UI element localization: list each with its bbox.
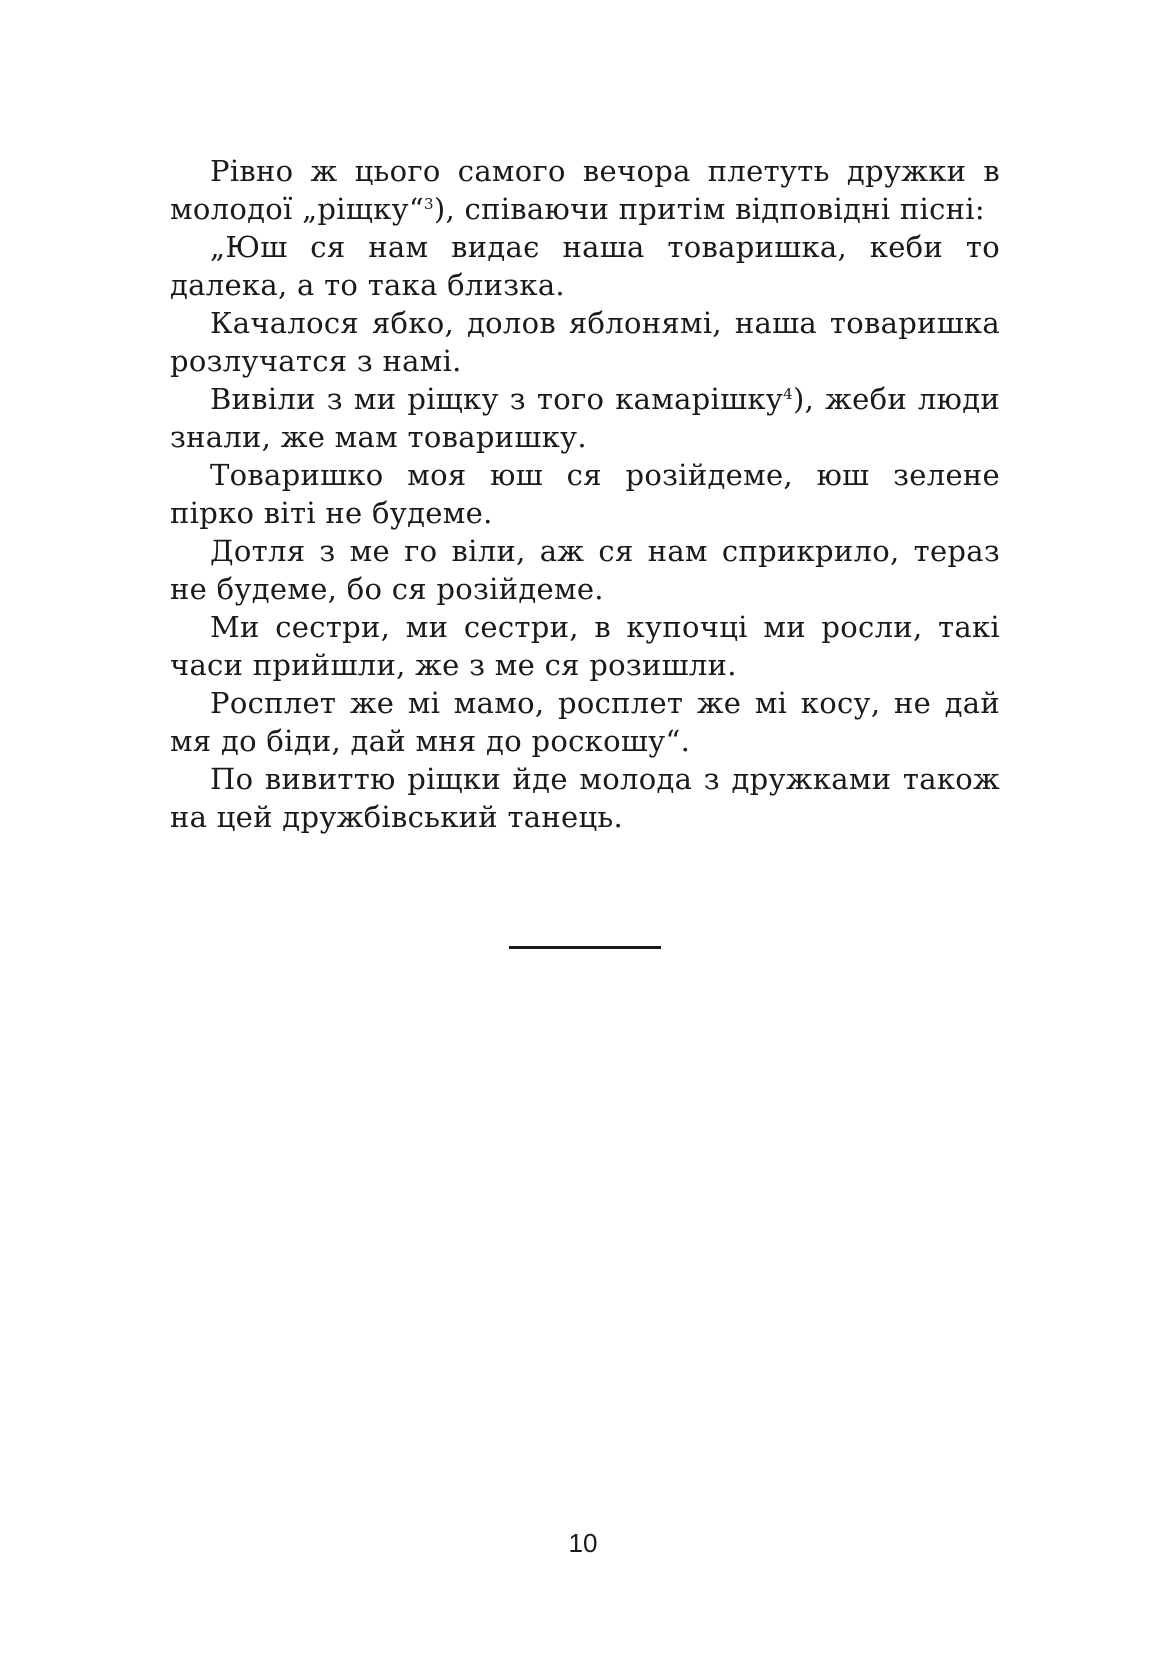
paragraph-9: По вивиттю ріщки йде молода з дружками також на цей дружбівський танець. <box>170 762 1000 834</box>
paragraph-1: Рівно ж цього самого вечора плетуть дружки в молодої „ріщку“$^3$), співаючи притім відповідні пісні: <box>170 154 1000 226</box>
footnote-marker-4: 4 <box>783 385 794 403</box>
footnote-marker-3: 3 <box>424 195 434 213</box>
page-number: 10 <box>568 1528 598 1558</box>
paragraph-4: Вивіли з ми ріщку з того камарішку$^4$), жеби люди знали, же мам товаришку. <box>170 382 1000 454</box>
body-text <box>170 152 1000 836</box>
section-divider-rule <box>509 946 661 949</box>
paragraph-8: Росплет же мі мамо, росплет же мі косу, не дай мя до біди, дай мня до роскошу“. <box>170 686 1000 758</box>
paragraph-6: Дотля з ме го віли, аж ся нам сприкрило, тераз не будеме, бо ся розійдеме. <box>170 534 1000 606</box>
paragraph-5: Товаришко моя юш ся розійдеме, юш зелене пірко віті не будеме. <box>170 458 1000 530</box>
paragraph-3: Качалося ябко, долов яблонямі, наша товаришка розлучатся з намі. <box>170 306 1000 378</box>
paragraph-2: „Юш ся нам видає наша товаришка, кеби то далека, а то така близка. <box>170 230 1000 302</box>
paragraph-7: Ми сестри, ми сестри, в купочці ми росли, такі часи прийшли, же з ме ся розишли. <box>170 610 1000 682</box>
